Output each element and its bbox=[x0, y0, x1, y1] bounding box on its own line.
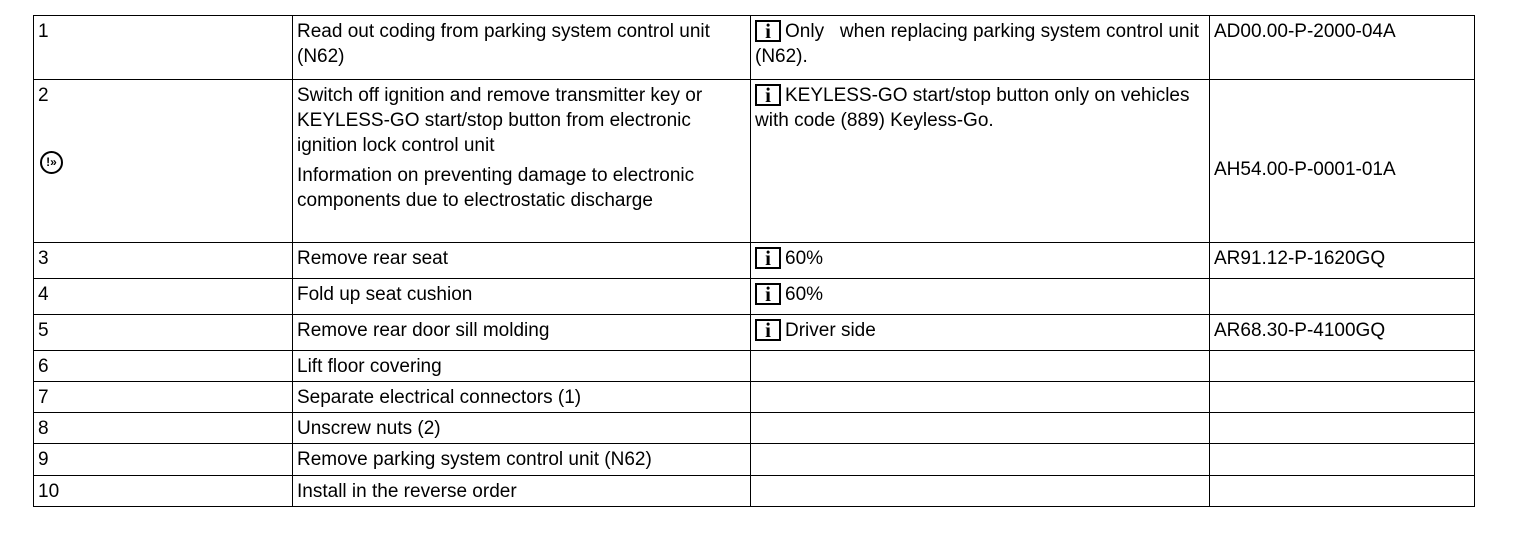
step-action: Remove rear seat bbox=[293, 243, 751, 279]
step-note bbox=[751, 382, 1210, 413]
step-action: Install in the reverse order bbox=[293, 476, 751, 507]
info-icon[interactable]: i bbox=[755, 319, 781, 341]
step-number: 9 bbox=[34, 444, 293, 476]
info-icon[interactable]: i bbox=[755, 283, 781, 305]
step-action: Fold up seat cushion bbox=[293, 279, 751, 315]
table-row bbox=[34, 80, 1475, 243]
step-action: Read out coding from parking system control unit (N62) bbox=[293, 16, 751, 80]
step-action: Remove parking system control unit (N62) bbox=[293, 444, 751, 476]
reference-cell bbox=[1210, 80, 1475, 243]
step-action: Unscrew nuts (2) bbox=[293, 413, 751, 444]
step-number: 6 bbox=[34, 351, 293, 382]
step-number: 7 bbox=[34, 382, 293, 413]
step-action-cell bbox=[293, 80, 751, 243]
reference-link[interactable]: AD00.00-P-2000-04A bbox=[1210, 16, 1475, 80]
info-icon[interactable]: i bbox=[755, 247, 781, 269]
step-number: 10 bbox=[34, 476, 293, 507]
note-text: Only when replacing parking system control unit (N62). bbox=[755, 21, 1205, 67]
table-row bbox=[34, 413, 1475, 444]
step-note bbox=[751, 476, 1210, 507]
reference-link[interactable] bbox=[1210, 279, 1475, 315]
step-number: 5 bbox=[34, 315, 293, 351]
note-text: KEYLESS-GO start/stop button only on vehicles with code (889) Keyless-Go. bbox=[755, 85, 1190, 131]
info-icon[interactable]: i bbox=[755, 84, 781, 106]
note-text: 60% bbox=[785, 248, 824, 269]
step-note bbox=[751, 444, 1210, 476]
procedure-table bbox=[33, 15, 1475, 507]
step-note bbox=[751, 243, 1210, 279]
table-row bbox=[34, 476, 1475, 507]
reference-link[interactable]: AR91.12-P-1620GQ bbox=[1210, 243, 1475, 279]
step-action: Lift floor covering bbox=[293, 351, 751, 382]
step-note bbox=[751, 413, 1210, 444]
table-row bbox=[34, 382, 1475, 413]
sub-action: Information on preventing damage to electronic components due to electrostatic discharge bbox=[297, 165, 695, 211]
step-number: 2 bbox=[38, 85, 49, 106]
step-note bbox=[751, 279, 1210, 315]
step-action: Switch off ignition and remove transmitter key or KEYLESS-GO start/stop button from electronic ignition lock control unit bbox=[297, 85, 703, 156]
esd-warning-icon: !» bbox=[40, 151, 63, 174]
step-note bbox=[751, 80, 1210, 243]
reference-link bbox=[1210, 476, 1475, 507]
note-text: Driver side bbox=[785, 320, 876, 341]
note-text: 60% bbox=[785, 284, 824, 305]
step-number-cell bbox=[34, 80, 293, 243]
reference-link bbox=[1210, 444, 1475, 476]
table-row bbox=[34, 444, 1475, 476]
step-note bbox=[751, 315, 1210, 351]
table-row bbox=[34, 315, 1475, 351]
step-note bbox=[751, 351, 1210, 382]
step-number: 8 bbox=[34, 413, 293, 444]
step-number: 3 bbox=[34, 243, 293, 279]
reference-link[interactable]: AR68.30-P-4100GQ bbox=[1210, 315, 1475, 351]
table-row bbox=[34, 351, 1475, 382]
reference-link bbox=[1210, 382, 1475, 413]
table-row bbox=[34, 243, 1475, 279]
step-number: 4 bbox=[34, 279, 293, 315]
reference-link[interactable]: AH54.00-P-0001-01A bbox=[1214, 159, 1396, 180]
table-row bbox=[34, 16, 1475, 80]
table-row bbox=[34, 279, 1475, 315]
step-number: 1 bbox=[34, 16, 293, 80]
reference-link bbox=[1210, 413, 1475, 444]
info-icon[interactable]: i bbox=[755, 20, 781, 42]
step-action: Remove rear door sill molding bbox=[293, 315, 751, 351]
step-action: Separate electrical connectors (1) bbox=[293, 382, 751, 413]
step-note bbox=[751, 16, 1210, 80]
reference-link bbox=[1210, 351, 1475, 382]
